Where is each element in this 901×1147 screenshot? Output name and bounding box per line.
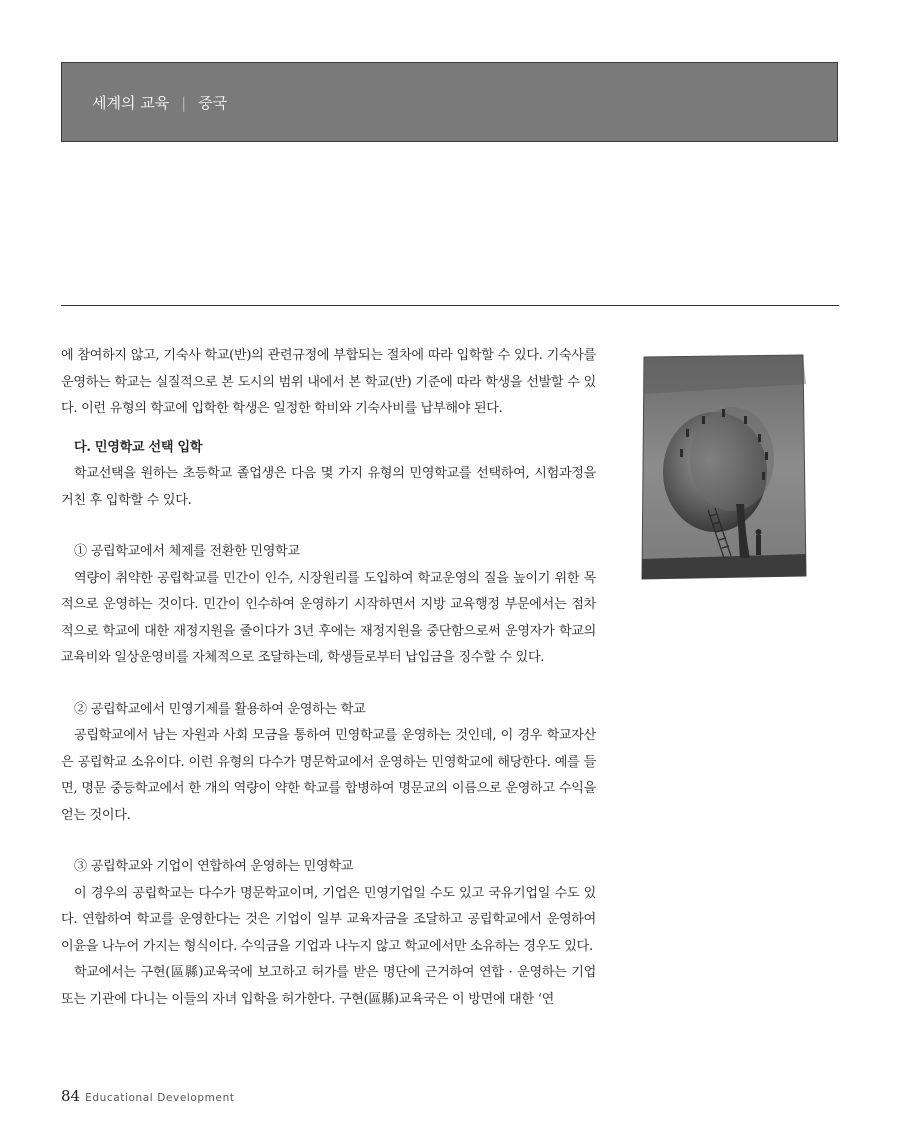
section-heading: 다. 민영학교 선택 입학 (74, 439, 203, 455)
paragraph-4: 공립학교에서 남는 자원과 사회 모금을 통하여 민영학교를 운영하는 것인데, 이 경우 학교자산은 공립학교 소유이다. 이런 유형의 다수가 명문학교에서 운영하는 민영학교에 해당한다. 예를 들면, 명문 중등학교에서 한 개의 역량이 약한 학교를 합병하여 명문교의 이름으로 운영하고 수익을 얻는 것이다. (61, 728, 596, 823)
section-header (61, 62, 838, 142)
section-divider (61, 305, 839, 306)
article-body (61, 343, 596, 1013)
journal-name: Educational Development (85, 1092, 235, 1104)
paragraph-6: 학교에서는 구현(區縣)교육국에 보고하고 허가를 받은 명단에 근거하여 연합 · 운영하는 기업 또는 기관에 다니는 이들의 자녀 입학을 허가한다. 구현(區縣)교육국은 이 방면에 대한 ‘연 (61, 965, 596, 1007)
paragraph-3: 역량이 취약한 공립학교를 민간이 인수, 시장원리를 도입하여 학교운영의 질을 높이기 위한 목적으로 운영하는 것이다. 민간이 인수하여 운영하기 시작하면서 지방 교육행정 부문에서는 점차적으로 학교에 대한 재정지원을 줄이다가 3년 후에는 재정지원을 중단함으로써 운영자가 학교의 교육비와 일상운영비를 자체적으로 조달하는데, 학생들로부터 납입금을 징수할 수 있다. (61, 570, 596, 665)
header-section: 세계의 교육 (92, 94, 170, 112)
subheading-3: ③ 공립학교와 기업이 연합하여 운영하는 민영학교 (74, 859, 354, 874)
page-number: 84 (61, 1087, 81, 1105)
tree-illustration (640, 354, 807, 581)
subheading-1: ① 공립학교에서 체제를 전환한 민영학교 (74, 544, 300, 559)
header-title (92, 92, 227, 113)
paragraph-1: 에 참여하지 않고, 기숙사 학교(반)의 관련규정에 부합되는 절차에 따라 입학할 수 있다. 기숙사를 운영하는 학교는 실질적으로 본 도시의 범위 내에서 본 학교(반) 기준에 따라 학생을 선발할 수 있다. 이런 유형의 학교에 입학한 학생은 일정한 학비와 기숙사비를 납부해야 된다. (61, 348, 596, 416)
paragraph-5: 이 경우의 공립학교는 다수가 명문학교이며, 기업은 민영기업일 수도 있고 국유기업일 수도 있다. 연합하여 학교를 운영한다는 것은 기업이 일부 교육자금을 조달하고 공립학교에서 운영하여 이윤을 나누어 가지는 형식이다. 수익금을 기업과 나누지 않고 학교에서만 소유하는 경우도 있다. (61, 885, 596, 954)
paragraph-2: 학교선택을 원하는 초등학교 졸업생은 다음 몇 가지 유형의 민영학교를 선택하여, 시험과정을 거친 후 입학할 수 있다. (61, 466, 596, 508)
page-footer (61, 1086, 235, 1105)
header-country: 중국 (198, 94, 228, 112)
subheading-2: ② 공립학교에서 민영기제를 활용하여 운영하는 학교 (74, 701, 366, 717)
header-separator: | (181, 94, 187, 112)
